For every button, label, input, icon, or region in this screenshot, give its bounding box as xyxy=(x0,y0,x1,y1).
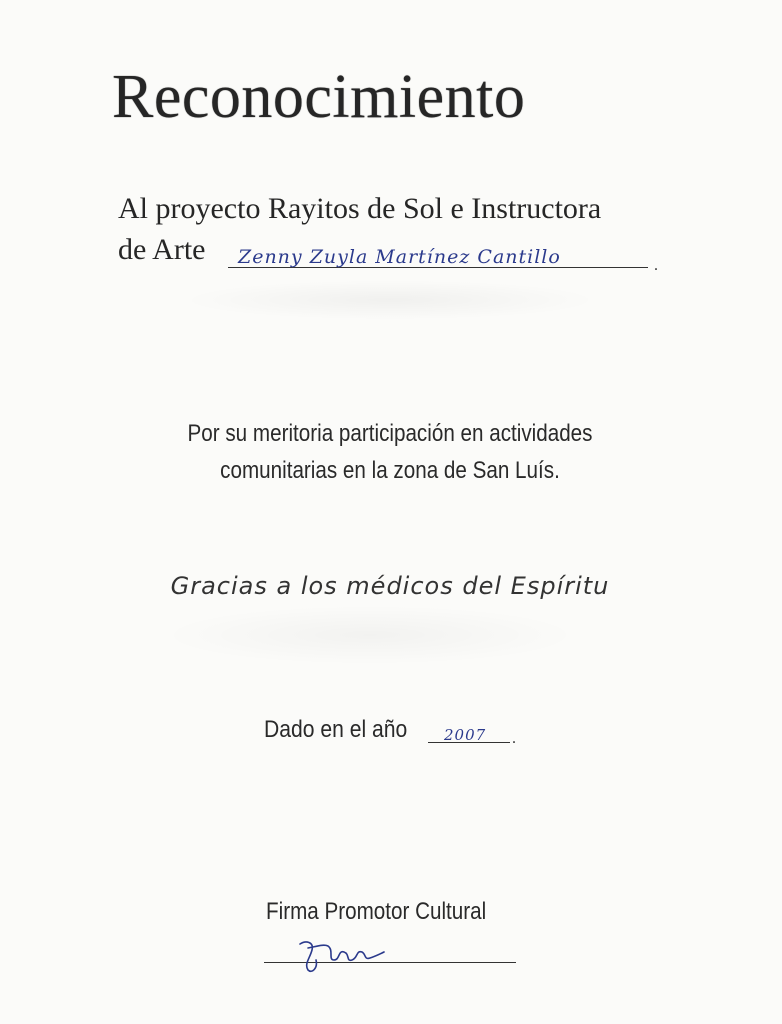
signature-label: Firma Promotor Cultural xyxy=(266,898,487,925)
paper-smudge xyxy=(160,605,580,665)
date-year-handwritten: 2007 xyxy=(444,726,487,744)
body-line-1: Por su meritoria participación en actividades xyxy=(187,420,593,447)
recipient-name-handwritten: Zenny Zuyla Martínez Cantillo xyxy=(238,246,561,268)
handwritten-note: Gracias a los médicos del Espíritu xyxy=(170,572,610,600)
date-line-end: . xyxy=(512,730,516,747)
recipient-line-2-label: de Arte xyxy=(118,233,206,266)
certificate-title: Reconocimiento xyxy=(112,63,526,131)
handwritten-signature-icon xyxy=(294,930,394,978)
date-label: Dado en el año xyxy=(264,716,408,743)
recipient-line-1: Al proyecto Rayitos de Sol e Instructora xyxy=(118,192,602,225)
body-line-2: comunitarias en la zona de San Luís. xyxy=(220,457,560,484)
recipient-line-end: . xyxy=(654,257,658,274)
paper-smudge xyxy=(180,280,600,320)
